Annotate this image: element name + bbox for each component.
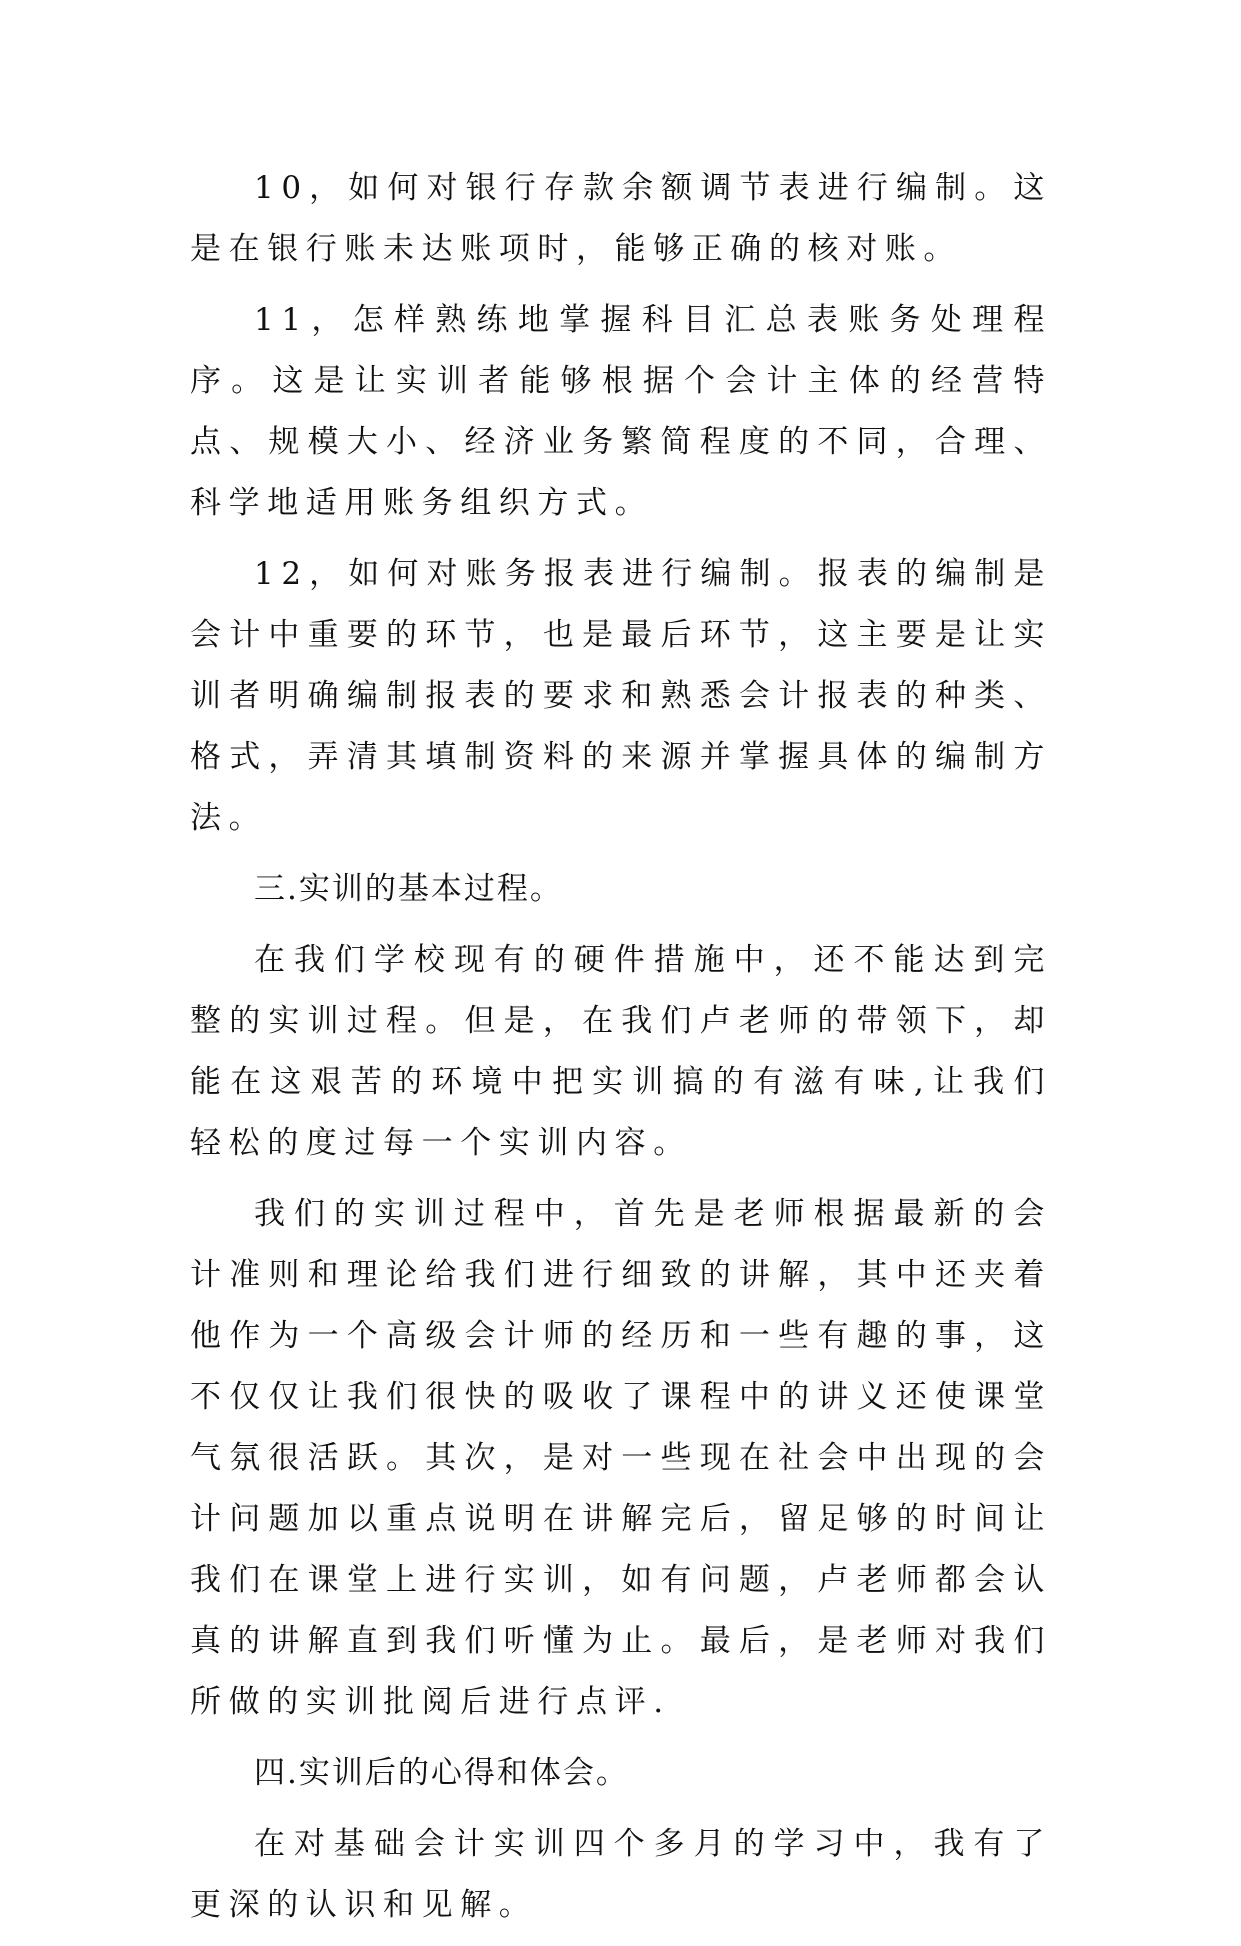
paragraph-school-facilities: 在我们学校现有的硬件措施中，还不能达到完整的实训过程。但是，在我们卢老师的带领下，却能在这艰苦的环境中把实训搞的有滋有味,让我们轻松的度过每一个实训内容。 [190,942,1052,1161]
paragraph-training-process: 我们的实训过程中，首先是老师根据最新的会计准则和理论给我们进行细致的讲解，其中还夹着他作为一个高级会计师的经历和一些有趣的事，这不仅仅让我们很快的吸收了课程中的讲义还使课堂气氛很活跃。其次，是对一些现在社会中出现的会计问题加以重点说明在讲解完后，留足够的时间让我们在课堂上进行实训，如有问题，卢老师都会认真的讲解直到我们听懂为止。最后，是老师对我们所做的实训批阅后进行点评. [190,1196,1052,1720]
paragraph-10-bank-reconciliation: 10，如何对银行存款余额调节表进行编制。这是在银行账未达账项时，能够正确的核对账。 [190,170,1052,267]
paragraph-12-financial-statements: 12，如何对账务报表进行编制。报表的编制是会计中重要的环节，也是最后环节，这主要是让实训者明确编制报表的要求和熟悉会计报表的种类、格式，弄清其填制资料的来源并掌握具体的编制方法。 [190,556,1052,836]
document-body [190,158,1052,1946]
paragraph-11-summary-table: 11，怎样熟练地掌握科目汇总表账务处理程序。这是让实训者能够根据个会计主体的经营特点、规模大小、经济业务繁简程度的不同，合理、科学地适用账务组织方式。 [190,302,1052,521]
paragraph-reflections: 在对基础会计实训四个多月的学习中，我有了更深的认识和见解。 [190,1826,1052,1923]
section-heading-training-process: 三.实训的基本过程。 [254,871,563,907]
section-heading-reflections: 四.实训后的心得和体会。 [254,1755,629,1791]
